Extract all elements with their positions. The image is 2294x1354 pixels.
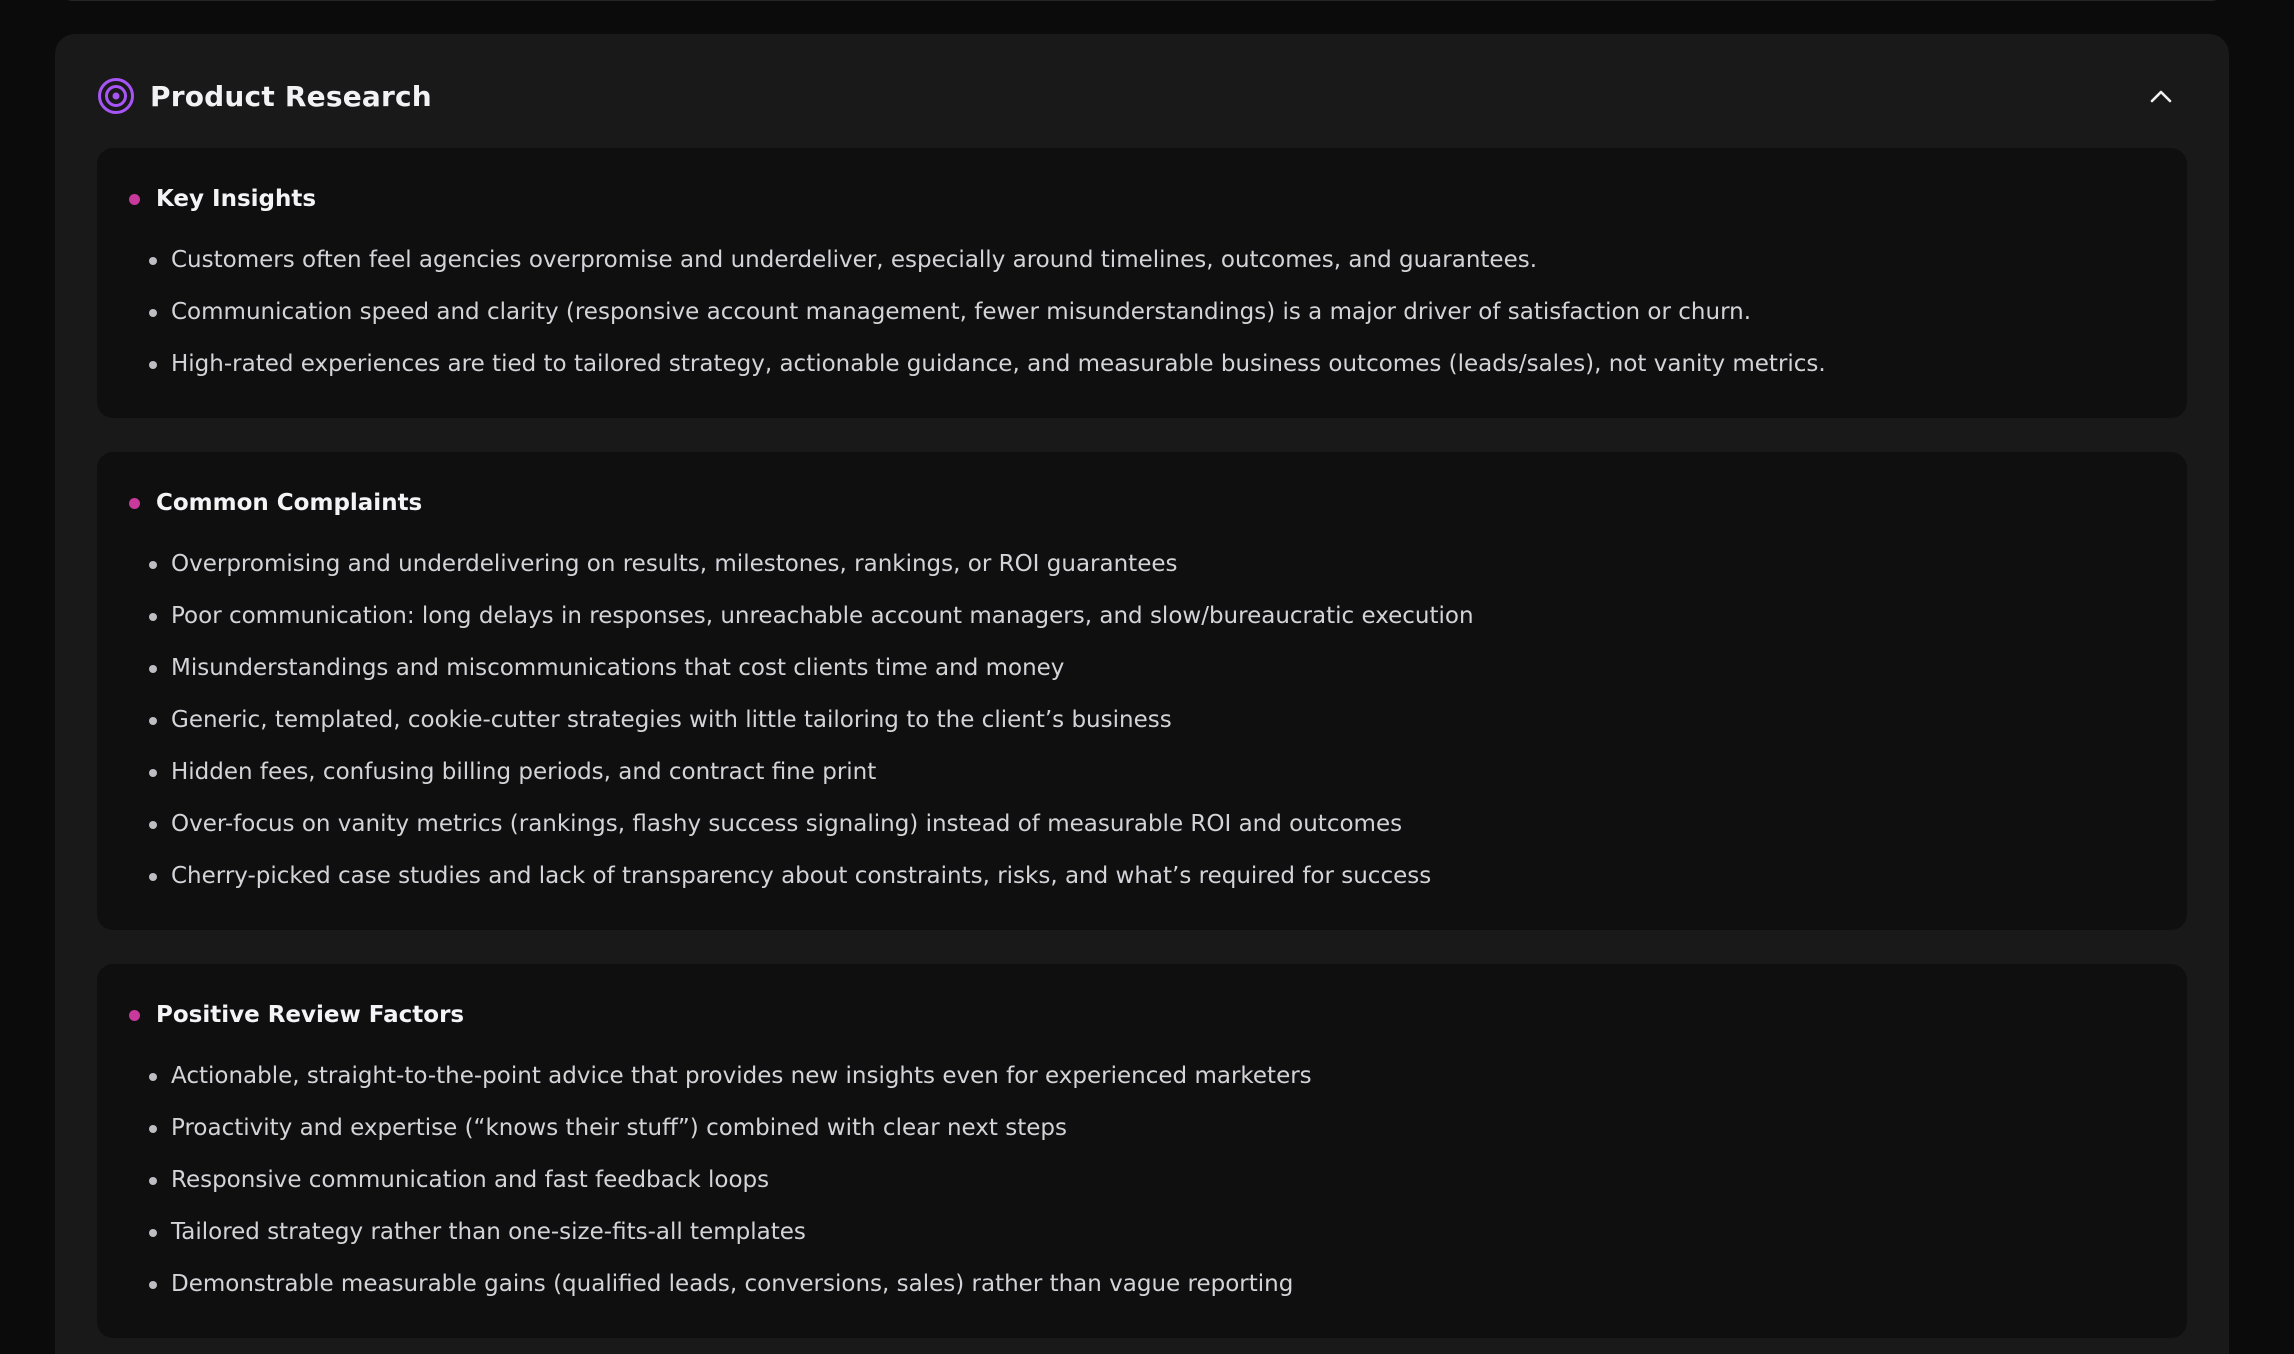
- positive-review-factors-section: [97, 964, 2187, 1338]
- list-item: High-rated experiences are tied to tailored strategy, actionable guidance, and measurable business outcomes (leads/sales), not vanity metrics.: [149, 344, 1826, 396]
- list-item: Responsive communication and fast feedback loops: [149, 1160, 1312, 1212]
- list-item: Hidden fees, confusing billing periods, and contract fine print: [149, 752, 1474, 804]
- previous-card: [55, 0, 2229, 1]
- section-header: [129, 490, 422, 516]
- list-item: Communication speed and clarity (responsive account management, fewer misunderstandings) is a major driver of satisfaction or churn.: [149, 292, 1826, 344]
- panel-title: Product Research: [150, 79, 432, 113]
- section-bullet-dot: [129, 498, 140, 509]
- target-icon: [97, 77, 135, 115]
- chevron-up-icon: [2150, 89, 2172, 103]
- section-bullet-dot: [129, 194, 140, 205]
- common-complaints-section: [97, 452, 2187, 930]
- bullet-list: [149, 240, 1826, 396]
- section-bullet-dot: [129, 1010, 140, 1021]
- key-insights-section: [97, 148, 2187, 418]
- collapse-button[interactable]: [2143, 78, 2179, 114]
- list-item: Actionable, straight-to-the-point advice that provides new insights even for experienced marketers: [149, 1056, 1312, 1108]
- section-title: Key Insights: [156, 186, 317, 212]
- bullet-list: [149, 544, 1474, 908]
- section-header: [129, 186, 316, 212]
- bullet-list: [149, 1056, 1312, 1316]
- list-item: Misunderstandings and miscommunications that cost clients time and money: [149, 648, 1474, 700]
- list-item: Cherry-picked case studies and lack of transparency about constraints, risks, and what’s required for success: [149, 856, 1474, 908]
- list-item: Proactivity and expertise (“knows their stuff”) combined with clear next steps: [149, 1108, 1312, 1160]
- list-item: Poor communication: long delays in responses, unreachable account managers, and slow/bureaucratic execution: [149, 596, 1474, 648]
- list-item: Overpromising and underdelivering on results, milestones, rankings, or ROI guarantees: [149, 544, 1474, 596]
- list-item: Generic, templated, cookie-cutter strategies with little tailoring to the client’s business: [149, 700, 1474, 752]
- section-title: Positive Review Factors: [156, 1002, 465, 1028]
- section-title: Common Complaints: [156, 490, 423, 516]
- list-item: Customers often feel agencies overpromise and underdeliver, especially around timelines, outcomes, and guarantees.: [149, 240, 1826, 292]
- panel-header[interactable]: [97, 72, 2187, 120]
- section-header: [129, 1002, 464, 1028]
- list-item: Over-focus on vanity metrics (rankings, flashy success signaling) instead of measurable ROI and outcomes: [149, 804, 1474, 856]
- product-research-panel: [55, 34, 2229, 1354]
- list-item: Tailored strategy rather than one-size-fits-all templates: [149, 1212, 1312, 1264]
- list-item: Demonstrable measurable gains (qualified leads, conversions, sales) rather than vague reporting: [149, 1264, 1312, 1316]
